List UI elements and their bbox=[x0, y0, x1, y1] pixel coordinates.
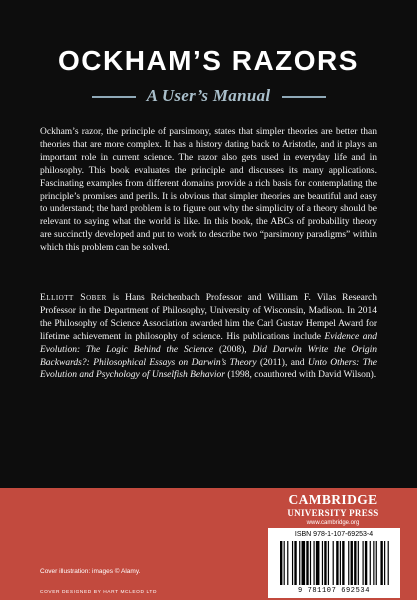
subtitle-rule-right bbox=[282, 96, 326, 98]
bio-text-4: (1998, coauthored with David Wilson). bbox=[224, 370, 377, 381]
book-title: OCKHAM’S RAZORS bbox=[58, 45, 359, 76]
publisher-press: UNIVERSITY PRESS bbox=[287, 508, 379, 518]
bio-text-2: (2008), bbox=[213, 344, 253, 355]
book-subtitle: A User’s Manual bbox=[146, 86, 271, 105]
bio-book-title-2: Did Darwin Write the Origin Backwards?: Philosophical Essays on Darwin’s Theory bbox=[40, 344, 377, 368]
barcode-icon bbox=[280, 541, 390, 585]
isbn-barcode-box bbox=[268, 528, 400, 598]
isbn-label: ISBN 978-1-107-69253-4 bbox=[294, 531, 374, 538]
author-name: Elliott Sober bbox=[40, 293, 107, 303]
description-paragraph: Ockham’s razor, the principle of parsimony, states that simpler theories are better than theories that are more complex. It has a history dating back to Aristotle, and it plays an important role in current science. The razor also gets used in everyday life and in philosophy. This book evaluates the principle and discusses its many applications. Fascinating examples from different domains provide a rich basis for contemplating the principle’s promises and perils. It is obvious that simpler theories are beautiful and easy to understand; the hard problem is to figure out why the simplicity of a theory should be relevant to saying what the world is like. In this book, the ABCs of probability theory are succinctly developed and put to work to describe two “parsimony paradigms” within which this problem can be solved. bbox=[40, 127, 377, 254]
book-description bbox=[40, 126, 377, 255]
bio-text-3: (2011), and bbox=[256, 357, 308, 368]
author-bio bbox=[40, 292, 377, 382]
cover-illustration-credit: Cover illustration: images © Alamy. bbox=[40, 568, 141, 575]
bio-book-title-1: Evidence and Evolution: The Logic Behind the Science bbox=[40, 331, 378, 355]
publisher-logo bbox=[280, 492, 386, 528]
publisher-url: www.cambridge.org bbox=[306, 520, 360, 526]
bio-text-1: is Hans Reichenbach Professor and William F. Vilas Research Professor in the Department of Philosophy, University of Wisconsin, Madison. In 2014 the Philosophy of Science Association awarded him the Carl Gustav Hempel Award for lifetime achievement in philosophy of science. His publications include bbox=[40, 293, 377, 342]
publisher-name: CAMBRIDGE bbox=[288, 492, 378, 507]
author-bio-paragraph bbox=[40, 292, 377, 382]
cover-design-credit: COVER DESIGNED BY HART MCLEOD LTD bbox=[40, 590, 158, 595]
subtitle-row bbox=[0, 84, 417, 108]
bio-book-title-3: Unto Others: The Evolution and Psychology of Unselfish Behavior bbox=[40, 357, 377, 381]
isbn-digits: 9 781107 692534 bbox=[297, 587, 370, 595]
